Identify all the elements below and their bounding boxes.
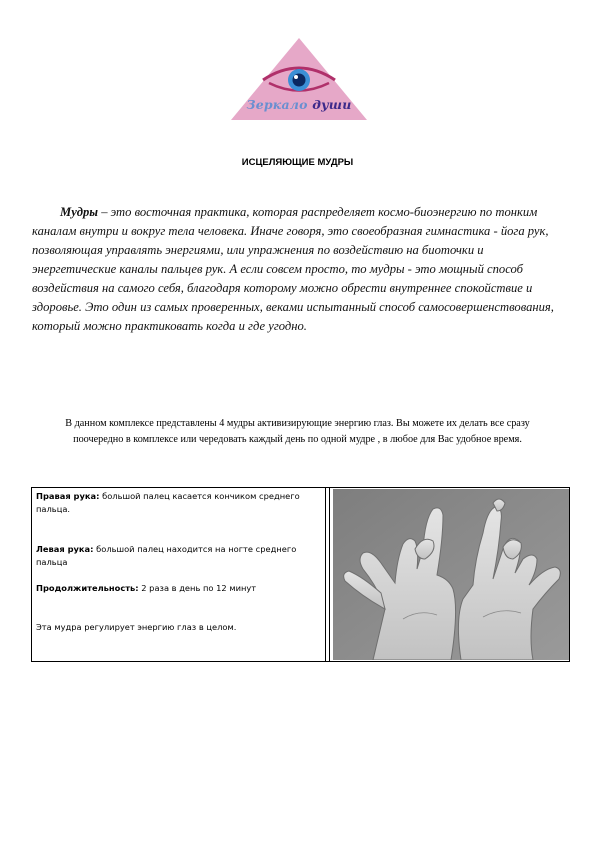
- right-hand-instruction: [36, 490, 316, 515]
- duration-text: 2 раза в день по 12 минут: [138, 583, 257, 593]
- right-hand-label: Правая рука:: [36, 491, 100, 501]
- site-logo: [229, 36, 369, 122]
- mudra-note: Эта мудра регулирует энергию глаз в целом.: [36, 622, 237, 632]
- logo-word-2: души: [312, 97, 352, 112]
- table-divider: [329, 488, 330, 661]
- duration-label: Продолжительность:: [36, 583, 139, 593]
- logo-word-1: Зеркало: [246, 97, 308, 112]
- left-hand-label: Левая рука:: [36, 544, 94, 554]
- left-hand-instruction: [36, 543, 316, 568]
- right-hand-text: большой палец касается кончиком среднего пальца.: [36, 491, 300, 514]
- mudra-description-cell: [32, 488, 326, 661]
- intro-text: – это восточная практика, которая распределяет космо-биоэнергию по тонким каналам внутри и вокруг тела человека. Иначе говоря, это своеобразная гимнастика - йога рук, позволяющая управлять энергиями, или упражнения по воздействию на биоточки и энергетические каналы пальцев рук. А если совсем просто, то мудры - это мощный способ воздействия на самого себя, благодаря которому можно обрести внутреннее спокойствие и здоровье. Это один из самых проверенных, веками испытанный способ самосовершенствования, который можно практиковать когда и где угодно.: [32, 205, 554, 333]
- hands-mudra-image: [333, 489, 569, 660]
- intro-paragraph: [32, 203, 554, 336]
- mudra-photo: [333, 489, 569, 660]
- left-hand-text: большой палец находится на ногте среднего пальца: [36, 544, 297, 567]
- intro-term: Мудры: [60, 205, 99, 219]
- complex-description: В данном комплексе представлены 4 мудры активизирующие энергию глаз. Вы можете их делать все сразу поочередно в комплексе или чередовать каждый день по одной мудре , в любое для Вас удобное время.: [65, 418, 530, 445]
- logo-wordmark: [229, 97, 369, 112]
- page-title: ИСЦЕЛЯЮЩИЕ МУДРЫ: [241, 157, 354, 168]
- mudra-table: [31, 487, 570, 662]
- duration-instruction: [36, 582, 316, 595]
